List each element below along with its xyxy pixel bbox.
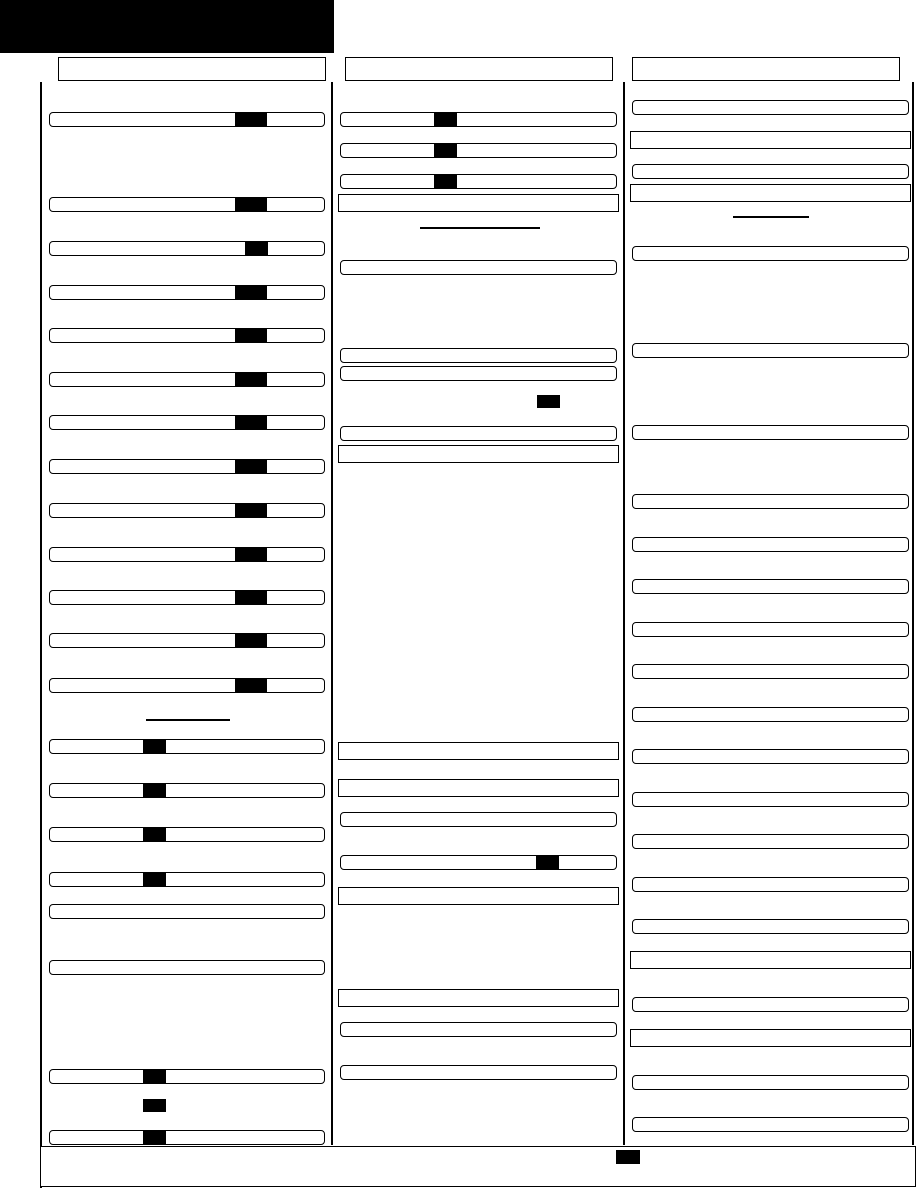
form-box[interactable] (338, 445, 619, 463)
form-field[interactable] (632, 1075, 909, 1090)
form-box[interactable] (338, 194, 619, 212)
column-2-heading (345, 57, 613, 81)
field-marker (434, 174, 457, 189)
form-field[interactable] (49, 904, 325, 919)
form-field[interactable] (632, 100, 909, 115)
form-field[interactable] (49, 739, 325, 754)
form-box[interactable] (338, 779, 619, 797)
column-3-heading (632, 57, 900, 81)
section-underline (420, 227, 540, 229)
field-marker (235, 197, 267, 212)
form-field[interactable] (340, 1022, 617, 1037)
section-underline (146, 719, 230, 721)
field-marker (235, 112, 267, 127)
form-field[interactable] (340, 812, 617, 827)
form-box[interactable] (630, 184, 911, 202)
field-marker (537, 395, 560, 408)
form-field[interactable] (340, 174, 617, 189)
field-marker (143, 872, 166, 887)
form-field[interactable] (49, 415, 325, 430)
field-marker (235, 285, 267, 300)
form-field[interactable] (340, 260, 617, 275)
field-marker (235, 328, 267, 343)
form-field[interactable] (49, 547, 325, 562)
form-field[interactable] (49, 459, 325, 474)
form-field[interactable] (340, 855, 617, 870)
column-divider-1 (331, 82, 333, 1145)
form-field[interactable] (340, 426, 617, 441)
column-divider-left (40, 82, 42, 1188)
field-marker (143, 1069, 166, 1084)
title-block (0, 0, 334, 53)
form-box[interactable] (630, 951, 911, 969)
field-marker (245, 241, 268, 256)
form-field[interactable] (49, 633, 325, 648)
form-box[interactable] (338, 742, 619, 760)
form-field[interactable] (49, 372, 325, 387)
field-marker (235, 633, 267, 648)
form-box[interactable] (630, 1029, 911, 1047)
form-field[interactable] (632, 343, 909, 358)
form-field[interactable] (632, 792, 909, 807)
column-1-heading (58, 57, 326, 81)
field-marker (143, 783, 166, 798)
form-field[interactable] (49, 112, 325, 127)
form-field[interactable] (632, 425, 909, 440)
field-marker (235, 459, 267, 474)
form-field[interactable] (49, 1069, 325, 1084)
field-marker (235, 415, 267, 430)
form-field[interactable] (632, 919, 909, 934)
form-field[interactable] (49, 783, 325, 798)
form-field[interactable] (340, 1065, 617, 1080)
form-field[interactable] (49, 328, 325, 343)
form-box[interactable] (630, 131, 911, 149)
field-marker (616, 1150, 640, 1164)
form-field[interactable] (49, 285, 325, 300)
field-marker (434, 112, 457, 127)
form-field[interactable] (632, 164, 909, 179)
form-field[interactable] (632, 749, 909, 764)
field-marker (235, 678, 267, 693)
form-field[interactable] (49, 503, 325, 518)
form-field[interactable] (340, 112, 617, 127)
form-field[interactable] (49, 197, 325, 212)
form-field[interactable] (49, 827, 325, 842)
form-field[interactable] (632, 877, 909, 892)
form-field[interactable] (49, 678, 325, 693)
form-field[interactable] (49, 960, 325, 975)
form-field[interactable] (340, 366, 617, 381)
section-underline (733, 216, 809, 218)
column-divider-right (912, 82, 914, 1145)
form-field[interactable] (340, 348, 617, 363)
field-marker (235, 503, 267, 518)
form-field[interactable] (49, 872, 325, 887)
field-marker (143, 1130, 166, 1145)
field-marker (143, 827, 166, 842)
form-field[interactable] (340, 143, 617, 158)
form-field[interactable] (632, 622, 909, 637)
form-field[interactable] (632, 834, 909, 849)
form-field[interactable] (632, 494, 909, 509)
form-field[interactable] (632, 707, 909, 722)
field-marker (434, 143, 457, 158)
form-field[interactable] (632, 537, 909, 552)
form-field[interactable] (632, 664, 909, 679)
form-field[interactable] (49, 590, 325, 605)
field-marker (143, 739, 166, 754)
field-marker (235, 547, 267, 562)
footer-box (40, 1146, 916, 1187)
field-marker (536, 855, 559, 870)
form-field[interactable] (49, 241, 325, 256)
field-marker (235, 372, 267, 387)
form-field[interactable] (632, 579, 909, 594)
form-field[interactable] (632, 997, 909, 1012)
form-box[interactable] (338, 989, 619, 1007)
form-field[interactable] (632, 246, 909, 261)
form-field[interactable] (632, 1117, 909, 1132)
field-marker (143, 1099, 166, 1112)
form-box[interactable] (338, 887, 619, 905)
field-marker (235, 590, 267, 605)
column-divider-2 (623, 82, 625, 1145)
form-field[interactable] (49, 1130, 325, 1145)
